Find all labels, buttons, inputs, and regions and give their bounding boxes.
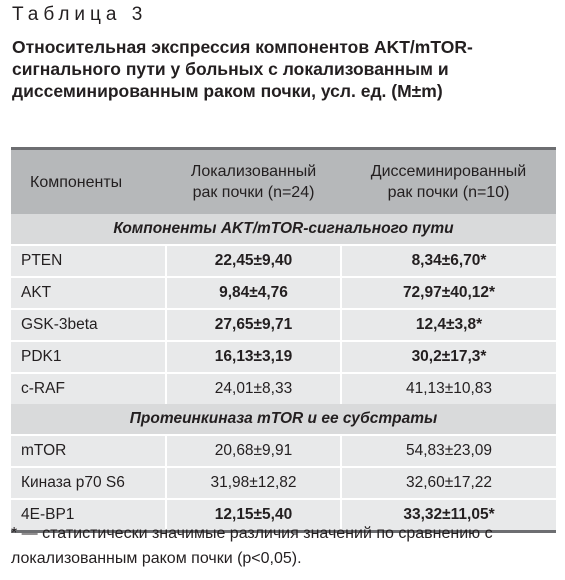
localized-value: 24,01±8,33: [166, 373, 341, 404]
header-localized-line1: Локализованный: [190, 163, 317, 180]
table-row: [11, 467, 556, 499]
disseminated-value: 54,83±23,09: [341, 435, 556, 467]
section-row: [11, 214, 556, 245]
localized-value: 27,65±9,71: [166, 309, 341, 341]
section-title: Компоненты AKT/mTOR-сигнального пути: [11, 214, 556, 245]
localized-value: 22,45±9,40: [166, 245, 341, 277]
table-row: [11, 277, 556, 309]
header-localized-line2: рак почки (n=24): [192, 184, 315, 201]
component-name: AKT: [11, 277, 166, 309]
localized-value: 12,15±5,40: [166, 499, 341, 532]
data-table: [11, 147, 556, 533]
component-name: PDK1: [11, 341, 166, 373]
disseminated-value: 32,60±17,22: [341, 467, 556, 499]
disseminated-value: 12,4±3,8*: [341, 309, 556, 341]
header-row: [11, 149, 556, 215]
header-localized: [166, 149, 341, 215]
footnote: * — статистически значимые различия значений по сравнению с локализованным раком почки (p<0,05).: [11, 525, 493, 567]
table-row: [11, 341, 556, 373]
section-title: Протеинкиназа mTOR и ее субстраты: [11, 404, 556, 435]
disseminated-value: 41,13±10,83: [341, 373, 556, 404]
localized-value: 16,13±3,19: [166, 341, 341, 373]
component-name: 4E-BP1: [11, 499, 166, 532]
component-name: Киназа p70 S6: [11, 467, 166, 499]
header-disseminated-line2: рак почки (n=10): [387, 184, 510, 201]
header-components: Компоненты: [11, 149, 166, 215]
disseminated-value: 30,2±17,3*: [341, 341, 556, 373]
table-row: [11, 245, 556, 277]
table-row: [11, 309, 556, 341]
localized-value: 20,68±9,91: [166, 435, 341, 467]
section-row: [11, 404, 556, 435]
component-name: PTEN: [11, 245, 166, 277]
component-name: c-RAF: [11, 373, 166, 404]
component-name: mTOR: [11, 435, 166, 467]
localized-value: 9,84±4,76: [166, 277, 341, 309]
disseminated-value: 72,97±40,12*: [341, 277, 556, 309]
table-row: [11, 435, 556, 467]
header-disseminated: [341, 149, 556, 215]
disseminated-value: 33,32±11,05*: [341, 499, 556, 532]
localized-value: 31,98±12,82: [166, 467, 341, 499]
header-disseminated-line1: Диссеминированный: [370, 163, 527, 180]
table-title: Относительная экспрессия компонентов AKT/mTOR-сигнального пути у больных с локализованным и диссеминированным раком почки, усл. ед. (M±m): [12, 37, 473, 101]
table-row: [11, 373, 556, 404]
table-number: Таблица 3: [12, 4, 148, 25]
component-name: GSK-3beta: [11, 309, 166, 341]
disseminated-value: 8,34±6,70*: [341, 245, 556, 277]
